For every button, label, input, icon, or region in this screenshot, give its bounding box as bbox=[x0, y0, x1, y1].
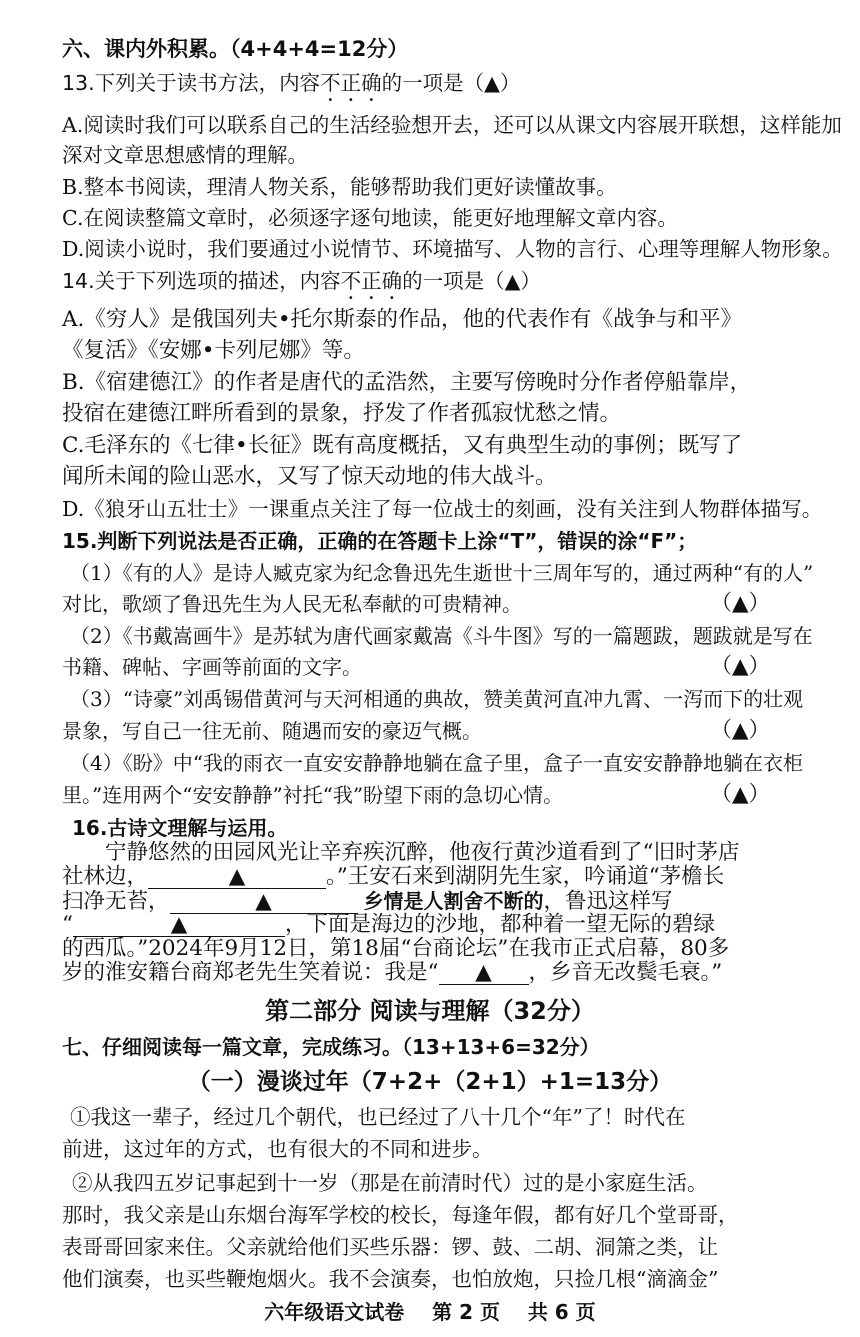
question-15-stem: 15.判断下列说法是否正确，正确的在答题卡上涂“T”，错误的涂“F”； bbox=[62, 529, 698, 553]
question-15-statement-1-cont: 对比，歌颂了鲁迅先生为人民无私奉献的可贵精神。 bbox=[62, 592, 522, 616]
article-paragraph-1: ①我这一辈子，经过几个朝代，也已经过了八十几个“年”了！时代在 bbox=[70, 1105, 686, 1129]
question-13-option-a-cont: 深对文章思想感情的理解。 bbox=[62, 143, 308, 167]
section-6-heading: 六、课内外积累。（4+4+4=12分） bbox=[62, 37, 409, 61]
question-14-option-a: A.《穷人》是俄国列夫•托尔斯泰的作品，他的代表作有《战争与和平》 bbox=[62, 307, 743, 332]
article-paragraph-2: ②从我四五岁记事起到十一岁（那是在前清时代）过的是小家庭生活。 bbox=[72, 1171, 708, 1195]
answer-mark: （▲） bbox=[710, 591, 770, 616]
page-footer: 六年级语文试卷 第 2 页 共 6 页 bbox=[264, 1300, 596, 1324]
article-paragraph-2-cont-2: 表哥哥回家来住。父亲就给他们买些乐器：锣、鼓、二胡、洞箫之类，让 bbox=[62, 1235, 718, 1259]
article-title: （一）漫谈过年（7+2+（2+1）+1=13分） bbox=[187, 1069, 673, 1095]
question-13-option-b: B.整本书阅读，理清人物关系，能够帮助我们更好读懂故事。 bbox=[62, 175, 617, 199]
question-14-option-c-cont: 闻所未闻的险山恶水，又写了惊天动地的伟大战斗。 bbox=[62, 464, 557, 489]
part-2-heading: 第二部分 阅读与理解（32分） bbox=[265, 997, 595, 1025]
question-15-statement-4: （4）《盼》中“我的雨衣一直安安静静地躺在盒子里，盒子一直安安静静地躺在衣柜 bbox=[70, 751, 803, 775]
question-16-line-4: “ ▲ ，下面是海边的沙地，都种着一望无际的碧绿 bbox=[62, 912, 716, 937]
emphasis-text: 不正确 bbox=[320, 71, 382, 95]
question-15-statement-1: （1）《有的人》是诗人臧克家为纪念鲁迅先生逝世十三周年写的，通过两种“有的人” bbox=[70, 561, 814, 585]
question-14-option-b-cont: 投宿在建德江畔所看到的景象，抒发了作者孤寂忧愁之情。 bbox=[62, 401, 622, 426]
question-16-line-5: 的西瓜。”2024年9月12日，第18届“台商论坛”在我市正式启幕，80多 bbox=[62, 936, 730, 961]
emphasis-text: 不正确 bbox=[340, 269, 403, 293]
question-15-statement-2: （2）《书戴嵩画牛》是苏轼为唐代画家戴嵩《斗牛图》写的一篇题跋，题跋就是写在 bbox=[70, 624, 813, 648]
question-14-option-a-cont: 《复活》《安娜•卡列尼娜》等。 bbox=[62, 338, 365, 363]
question-16-line-2: 社林边， ▲ 。”王安石来到湖阴先生家，吟诵道“茅檐长 bbox=[62, 864, 725, 889]
question-15-statement-3-cont: 景象，写自己一往无前、随遇而安的豪迈气概。 bbox=[62, 719, 482, 743]
question-15-statement-4-cont: 里。”连用两个“安安静静”衬托“我”盼望下雨的急切心情。 bbox=[62, 783, 564, 807]
article-paragraph-2-cont-3: 他们演奏，也买些鞭炮烟火。我不会演奏，也怕放炮，只捡几根“滴滴金” bbox=[62, 1267, 719, 1291]
question-14-option-b: B.《宿建德江》的作者是唐代的孟浩然，主要写傍晚时分作者停船靠岸， bbox=[62, 370, 752, 395]
answer-mark: （▲） bbox=[710, 654, 770, 679]
question-16-line-1: 宁静悠然的田园风光让辛弃疾沉醉，他夜行黄沙道看到了“旧时茅店 bbox=[105, 840, 740, 865]
question-14-stem: 14.关于下列选项的描述，内容不正确的一项是（▲） bbox=[62, 269, 541, 293]
question-13-option-d: D.阅读小说时，我们要通过小说情节、环境描写、人物的言行、心理等理解人物形象。 bbox=[62, 237, 843, 261]
answer-mark: （▲） bbox=[710, 782, 770, 807]
question-16-line-3: 扫净无苔， ▲ 乡情是人割舍不断的，鲁迅这样写 bbox=[62, 889, 673, 914]
fill-blank: ▲ bbox=[439, 958, 529, 985]
question-13-option-a: A.阅读时我们可以联系自己的生活经验想开去，还可以从课文内容展开联想，这样能加 bbox=[62, 113, 842, 137]
question-16-line-6: 岁的淮安籍台商郑老先生笑着说：我是“ ▲ ，乡音无改鬓毛衰。” bbox=[62, 960, 723, 985]
question-13-stem: 13.下列关于读书方法，内容不正确的一项是（▲） bbox=[62, 71, 521, 95]
answer-mark: （▲） bbox=[710, 718, 770, 743]
fill-blank: ▲ bbox=[73, 910, 285, 937]
fill-blank: ▲ bbox=[148, 862, 326, 889]
question-14-option-c: C.毛泽东的《七律•长征》既有高度概括，又有典型生动的事例；既写了 bbox=[62, 433, 743, 458]
question-16-stem: 16.古诗文理解与运用。 bbox=[72, 816, 288, 840]
question-15-statement-2-cont: 书籍、碑帖、字画等前面的文字。 bbox=[62, 655, 362, 679]
fill-blank: ▲ bbox=[170, 887, 358, 914]
question-14-option-d: D.《狼牙山五壮士》一课重点关注了每一位战士的刻画，没有关注到人物群体描写。 bbox=[62, 497, 823, 521]
question-13-option-c: C.在阅读整篇文章时，必须逐字逐句地读，能更好地理解文章内容。 bbox=[62, 206, 678, 230]
section-7-heading: 七、仔细阅读每一篇文章，完成练习。（13+13+6=32分） bbox=[62, 1035, 600, 1059]
article-paragraph-2-cont-1: 那时，我父亲是山东烟台海军学校的校长，每逢年假，都有好几个堂哥哥， bbox=[62, 1203, 739, 1227]
question-15-statement-3: （3）“诗豪”刘禹锡借黄河与天河相通的典故，赞美黄河直冲九霄、一泻而下的壮观 bbox=[70, 687, 804, 711]
article-paragraph-1-cont: 前进，这过年的方式，也有很大的不同和进步。 bbox=[62, 1137, 493, 1161]
